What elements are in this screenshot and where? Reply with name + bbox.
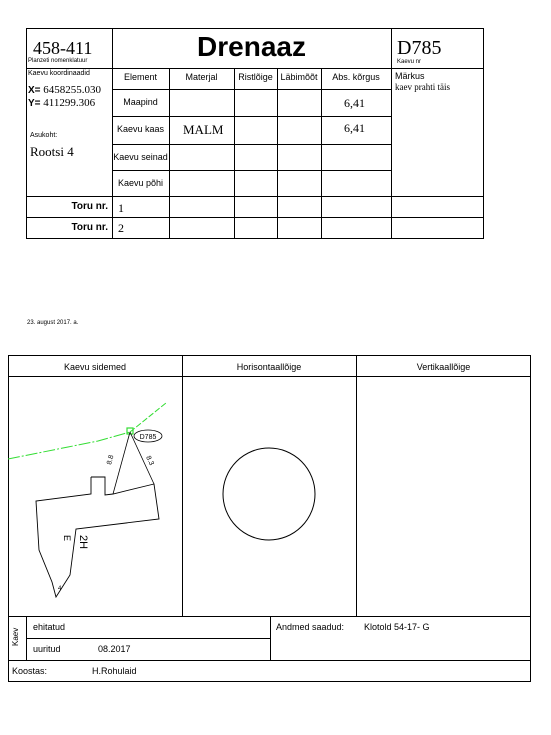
pipe-number: 2 xyxy=(118,221,124,235)
horizontal-section-drawing xyxy=(182,377,356,616)
sheet-caption: Planzeti nomenklatuur xyxy=(28,58,88,64)
corner-label: 4 xyxy=(58,586,62,592)
well-cross-section-circle xyxy=(223,448,315,540)
sheet-number: 458-411 xyxy=(33,38,93,58)
row-abs-height: 6,41 xyxy=(344,96,365,110)
col-header-material: Materjal xyxy=(185,72,218,82)
drainage-pipe xyxy=(8,432,130,459)
source-value: Klotold 54-17- G xyxy=(364,622,430,632)
building-outline xyxy=(36,477,159,597)
section-title-sketch: Kaevu sidemed xyxy=(63,362,127,372)
well-location-sketch xyxy=(8,377,182,616)
building-sublabel: E xyxy=(62,535,72,542)
section-title-vertical: Vertikaallõige xyxy=(416,362,471,372)
row-element: Kaevu põhi xyxy=(117,178,164,188)
section-title-horizontal: Horisontaallõige xyxy=(236,362,302,372)
drainage-pipe xyxy=(130,403,166,432)
distance-label: 8.8 xyxy=(106,454,116,466)
y-coordinate: Y= 411299.306 xyxy=(28,97,96,109)
side-label: Kaev xyxy=(11,627,20,646)
well-id: D785 xyxy=(397,37,442,59)
row-element: Kaevu kaas xyxy=(116,124,165,134)
remarks-header: Märkus xyxy=(395,71,425,81)
well-id-label: D785 xyxy=(139,434,157,441)
surveyed-value: 08.2017 xyxy=(98,644,131,654)
row-abs-height: 6,41 xyxy=(344,121,365,135)
surveyed-label: uuritud xyxy=(33,644,61,654)
building-label: 2H xyxy=(77,535,89,550)
col-header-element: Element xyxy=(123,72,158,82)
remarks-value: kaev prahti täis xyxy=(395,82,450,92)
author-label: Koostas: xyxy=(12,666,48,676)
col-header-crosssection: Ristlõige xyxy=(238,72,273,82)
author-value: H.Rohulaid xyxy=(92,666,137,676)
col-header-abs-height: Abs. kõrgus xyxy=(332,72,380,82)
date-line: 23. august 2017. a. xyxy=(27,320,79,326)
x-coordinate: X= 6458255.030 xyxy=(28,84,102,96)
built-label: ehitatud xyxy=(33,622,66,632)
pipe-label: Toru nr. xyxy=(71,201,108,212)
pipe-label: Toru nr. xyxy=(71,222,108,233)
well-id-caption: Kaevu nr xyxy=(397,59,422,65)
col-header-diameter: Läbimõõt xyxy=(280,72,318,82)
row-element: Kaevu seinad xyxy=(113,152,168,162)
row-element: Maapind xyxy=(123,97,158,107)
coordinates-label: Kaevu koordinaadid xyxy=(28,70,90,77)
source-label: Andmed saadud: xyxy=(276,622,345,632)
distance-label: 8.3 xyxy=(144,454,155,467)
location-value: Rootsi 4 xyxy=(30,144,74,159)
row-material: MALM xyxy=(183,122,224,137)
pipe-number: 1 xyxy=(118,201,124,215)
page-title: Drenaaz xyxy=(197,31,306,62)
location-label: Asukoht: xyxy=(30,132,58,139)
